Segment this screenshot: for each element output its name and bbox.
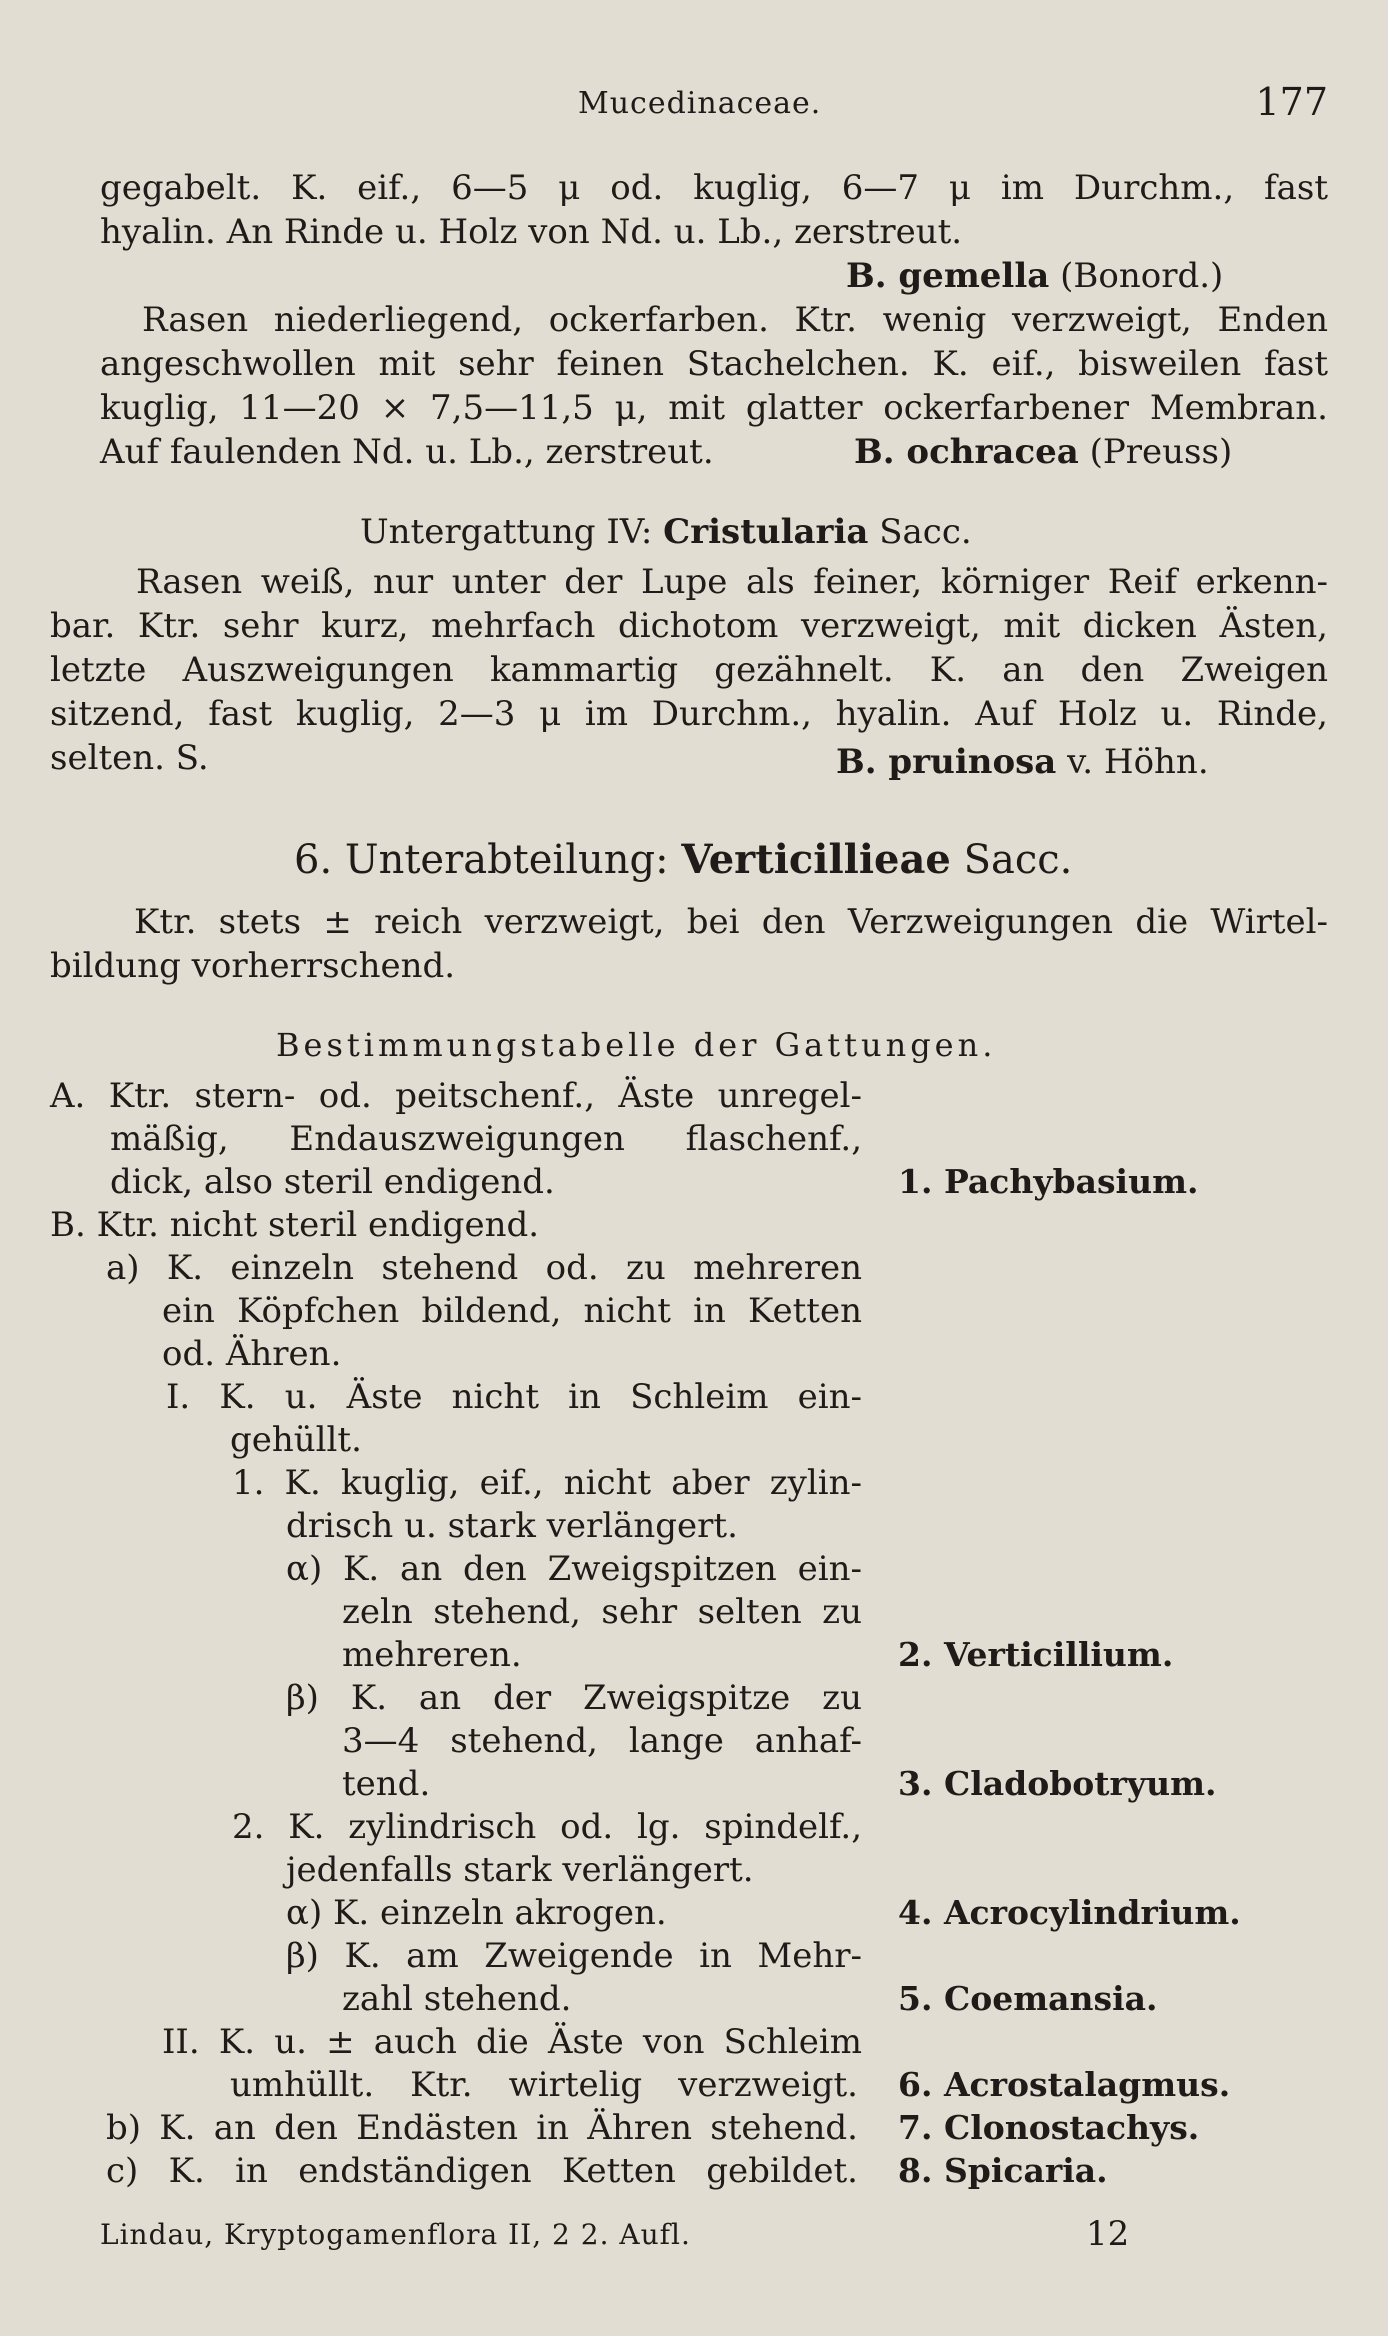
key-result-genus: 4. Acrocylindrium.	[898, 1893, 1241, 1932]
species-entry	[836, 740, 1209, 784]
key-line: c) K. in endständigen Ketten gebildet.	[106, 2151, 858, 2191]
subgenus-prefix: Untergattung IV:	[360, 512, 653, 552]
key-line: od. Ähren.	[162, 1334, 342, 1374]
species-name: B. ochracea	[854, 432, 1079, 472]
text-line: sitzend, fast kuglig, 2—3 μ im Durchm., hyalin. Auf Holz u. Rinde,	[50, 694, 1328, 734]
text-line: Rasen weiß, nur unter der Lupe als feiner, körniger Reif erkenn-	[136, 562, 1328, 602]
text-line: bar. Ktr. sehr kurz, mehrfach dichotom verzweigt, mit dicken Ästen,	[50, 606, 1328, 646]
running-header: Mucedinaceae.	[578, 86, 822, 121]
key-line: A. Ktr. stern- od. peitschenf., Äste unregel-	[50, 1076, 862, 1116]
key-line: β) K. am Zweigende in Mehr-	[286, 1936, 862, 1976]
key-line: umhüllt. Ktr. wirtelig verzweigt.	[230, 2065, 858, 2105]
key-table-heading: Bestimmungstabelle der Gattungen.	[276, 1026, 997, 1064]
section-prefix: 6. Unterabteilung:	[294, 837, 669, 883]
text-line: letzte Auszweigungen kammartig gezähnelt. K. an den Zweigen	[50, 650, 1328, 690]
species-name: B. pruinosa	[836, 742, 1057, 782]
key-line: ein Köpfchen bildend, nicht in Ketten	[162, 1291, 862, 1331]
key-line: tend.	[342, 1764, 431, 1804]
text-line: angeschwollen mit sehr feinen Stachelchen. K. eif., bisweilen fast	[100, 344, 1328, 384]
text-line: bildung vorherrschend.	[50, 946, 456, 986]
text-line: Ktr. stets ± reich verzweigt, bei den Verzweigungen die Wirtel-	[134, 902, 1328, 942]
text-line: Auf faulenden Nd. u. Lb., zerstreut.	[100, 432, 714, 472]
subgenus-name: Cristularia	[663, 512, 869, 552]
text-line: kuglig, 11—20 × 7,5—11,5 μ, mit glatter ockerfarbener Membran.	[100, 388, 1328, 428]
page-number: 177	[1255, 80, 1328, 124]
key-line: 1. K. kuglig, eif., nicht aber zylin-	[232, 1463, 862, 1503]
key-line: zeln stehend, sehr selten zu	[342, 1592, 862, 1632]
key-line: gehüllt.	[230, 1420, 362, 1460]
species-entry	[854, 430, 1232, 474]
key-result-genus: 6. Acrostalagmus.	[898, 2065, 1231, 2104]
text-line: Rasen niederliegend, ockerfarben. Ktr. wenig verzweigt, Enden	[142, 300, 1328, 340]
key-line: β) K. an der Zweigspitze zu	[286, 1678, 862, 1718]
key-line: I. K. u. Äste nicht in Schleim ein-	[166, 1377, 862, 1417]
key-line: jedenfalls stark verlängert.	[286, 1850, 754, 1890]
key-line: a) K. einzeln stehend od. zu mehreren	[106, 1248, 862, 1288]
key-result-genus: 3. Cladobotryum.	[898, 1764, 1217, 1803]
key-line: 2. K. zylindrisch od. lg. spindelf.,	[232, 1807, 862, 1847]
key-line: mäßig, Endauszweigungen flaschenf.,	[110, 1119, 862, 1159]
key-line: α) K. an den Zweigspitzen ein-	[286, 1549, 862, 1589]
key-result-genus: 7. Clonostachys.	[898, 2108, 1200, 2147]
footer-citation: Lindau, Kryptogamenflora II, 2 2. Aufl.	[100, 2218, 691, 2251]
subgenus-heading	[360, 510, 972, 554]
key-result-genus: 2. Verticillium.	[898, 1635, 1174, 1674]
text-line: selten. S.	[50, 738, 209, 778]
key-line: mehreren.	[342, 1635, 522, 1675]
key-line: 3—4 stehend, lange anhaf-	[342, 1721, 862, 1761]
species-author: (Bonord.)	[1060, 256, 1224, 296]
key-line: B. Ktr. nicht steril endigend.	[50, 1205, 540, 1245]
key-result-genus: 1. Pachybasium.	[898, 1162, 1199, 1201]
signature-mark: 12	[1086, 2214, 1130, 2254]
text-line: gegabelt. K. eif., 6—5 μ od. kuglig, 6—7 μ im Durchm., fast	[100, 168, 1328, 208]
key-line: dick, also steril endigend.	[110, 1162, 555, 1202]
species-entry	[846, 254, 1223, 298]
key-line: drisch u. stark verlängert.	[286, 1506, 738, 1546]
key-line: zahl stehend.	[342, 1979, 572, 2019]
section-name: Verticillieae	[681, 836, 951, 883]
species-author: v. Höhn.	[1067, 742, 1209, 782]
key-result-genus: 5. Coemansia.	[898, 1979, 1158, 2018]
section-heading	[294, 836, 1072, 883]
key-line: II. K. u. ± auch die Äste von Schleim	[162, 2022, 862, 2062]
key-result-genus: 8. Spicaria.	[898, 2151, 1108, 2190]
species-author: (Preuss)	[1089, 432, 1233, 472]
subgenus-author: Sacc.	[879, 512, 972, 552]
key-line: b) K. an den Endästen in Ähren stehend.	[106, 2108, 858, 2148]
species-name: B. gemella	[846, 256, 1050, 296]
key-line: α) K. einzeln akrogen.	[286, 1893, 667, 1933]
section-author: Sacc.	[963, 837, 1073, 883]
text-line: hyalin. An Rinde u. Holz von Nd. u. Lb., zerstreut.	[100, 212, 963, 252]
